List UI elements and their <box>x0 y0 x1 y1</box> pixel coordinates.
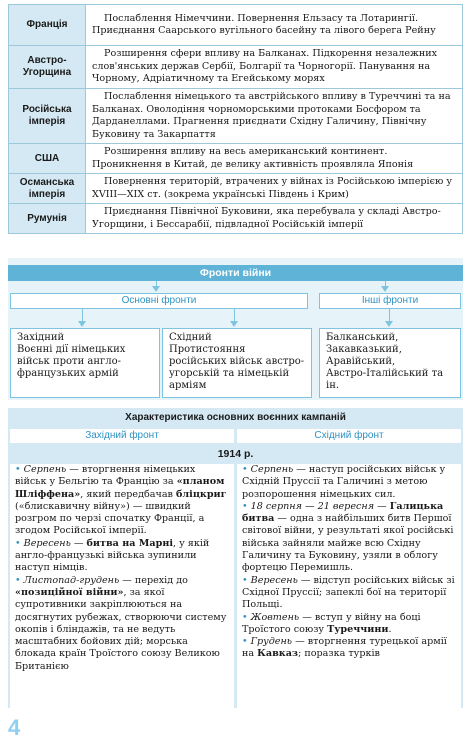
table-row <box>9 204 463 234</box>
other-fronts-text: Балканський, Закавказький, Аравійський, Австро-Італійський та ін. <box>326 332 444 391</box>
country-cell: Австро- Угорщина <box>9 46 86 89</box>
fronts-diagram <box>8 258 463 400</box>
western-front-text: Західний Воєнні дії німецьких військ проти англо-французьких армій <box>17 332 126 379</box>
goal-cell: Розширення сфери впливу на Балканах. Підкорення незалежних слов'янських держав Сербії, Болгарії та Чорногорії. Панування на Чорному, Адріатичному та Егейському морях <box>86 46 463 89</box>
list-item: • Грудень — вторгнення турецької армії на Кавказ; поразка турків <box>242 636 447 660</box>
country-cell: Російська імперія <box>9 89 86 144</box>
list-item: • Жовтень — вступ у війну на боці Троїстого союзу Туреччини. <box>242 611 421 635</box>
goal-cell: Приєднання Північної Буковини, яка перебувала у складі Австро-Угорщини, і Бессарабії, підвладної Російській імперії <box>86 204 463 234</box>
country-cell: Османська імперія <box>9 174 86 204</box>
list-item: • Серпень — наступ російських військ у Східній Пруссії та Галичині з метою розпорошення німецьких сил. <box>242 464 446 500</box>
eastern-front-header: Східний фронт <box>237 429 461 443</box>
table-row <box>9 89 463 144</box>
other-fronts-box <box>319 328 461 398</box>
arrow-down-icon <box>230 321 238 327</box>
page-number: 4 <box>8 715 21 740</box>
goal-cell: Послаблення німецького та австрійського впливу в Туреччині та на Балканах. Оволодіння чорноморськими протоками Босфором та Дарданеллами. Прагнення приєднати Східну Галичину, Північну Буковину та Закарпаття <box>86 89 463 144</box>
table-row <box>9 5 463 46</box>
goal-cell: Повернення територій, втрачених у війнах із Російською імперією у XVIII—XIX ст. (зокрема українські Південь і Крим) <box>86 174 463 204</box>
goal-cell: Розширення впливу на весь американський континент. Проникнення в Китай, де велику активність проявляла Японія <box>86 144 463 174</box>
table-row <box>9 46 463 89</box>
campaigns-table <box>8 408 463 708</box>
arrow-down-icon <box>385 321 393 327</box>
country-cell: Румунія <box>9 204 86 234</box>
connector-line <box>389 308 390 321</box>
arrow-down-icon <box>78 321 86 327</box>
western-front-column <box>10 464 234 708</box>
western-front-header: Західний фронт <box>10 429 234 443</box>
list-item: • 18 серпня — 21 вересня — Галицька битва — одна з найбільших битв Першої світової війни, у результаті якої російські війська зайняли майже всю Східну Галичину та Буковину, узяли в облогу фортецю Перемишль. <box>242 500 454 574</box>
country-cell: США <box>9 144 86 174</box>
connector-line <box>82 308 83 321</box>
arrow-down-icon <box>381 286 389 292</box>
list-item: • Вересень — битва на Марні, у якій англо-французькі війська зупинили наступ німців. <box>15 537 210 574</box>
list-item: • Серпень — вторгнення німецьких військ у Бельгію та Францію за «планом Шліффена», який передбачав бліцкриг («блискавичну війну») — швидкий розгром по черзі спочатку Франції, а згодом Російської імперії. <box>15 464 227 537</box>
year-heading: 1914 р. <box>217 448 254 460</box>
eastern-front-box <box>162 328 312 398</box>
goal-cell: Послаблення Німеччини. Повернення Ельзасу та Лотарингії. Приєднання Саарського вугільного басейну та лівого берега Рейну <box>86 5 463 46</box>
campaigns-title: Характеристика основних воєнних кампаній <box>125 412 346 423</box>
other-fronts-label: Інші фронти <box>319 293 461 309</box>
main-fronts-label: Основні фронти <box>10 293 308 309</box>
eastern-front-column <box>237 464 461 708</box>
fronts-title: Фронти війни <box>8 265 463 281</box>
table-row <box>9 144 463 174</box>
connector-line <box>234 308 235 321</box>
war-goals-table <box>8 4 463 234</box>
eastern-front-text: Східний Протистояння російських військ австро-угорській та німецькій арміям <box>169 332 305 391</box>
arrow-down-icon <box>152 286 160 292</box>
list-item: • Листопад-грудень — перехід до «позиційної війни», за якої супротивники закріплюються на досягнутих рубежах, створюючи систему окопів і бліндажів, та не ведуть масштабних бойових дій; морська блокада країн Троїстого союзу Великою Британією <box>15 574 227 672</box>
list-item: • Вересень — відступ російських військ зі Східної Пруссії; запеклі бої на території Польщі. <box>242 574 455 611</box>
western-front-box <box>10 328 160 398</box>
country-cell: Франція <box>9 5 86 46</box>
table-row <box>9 174 463 204</box>
